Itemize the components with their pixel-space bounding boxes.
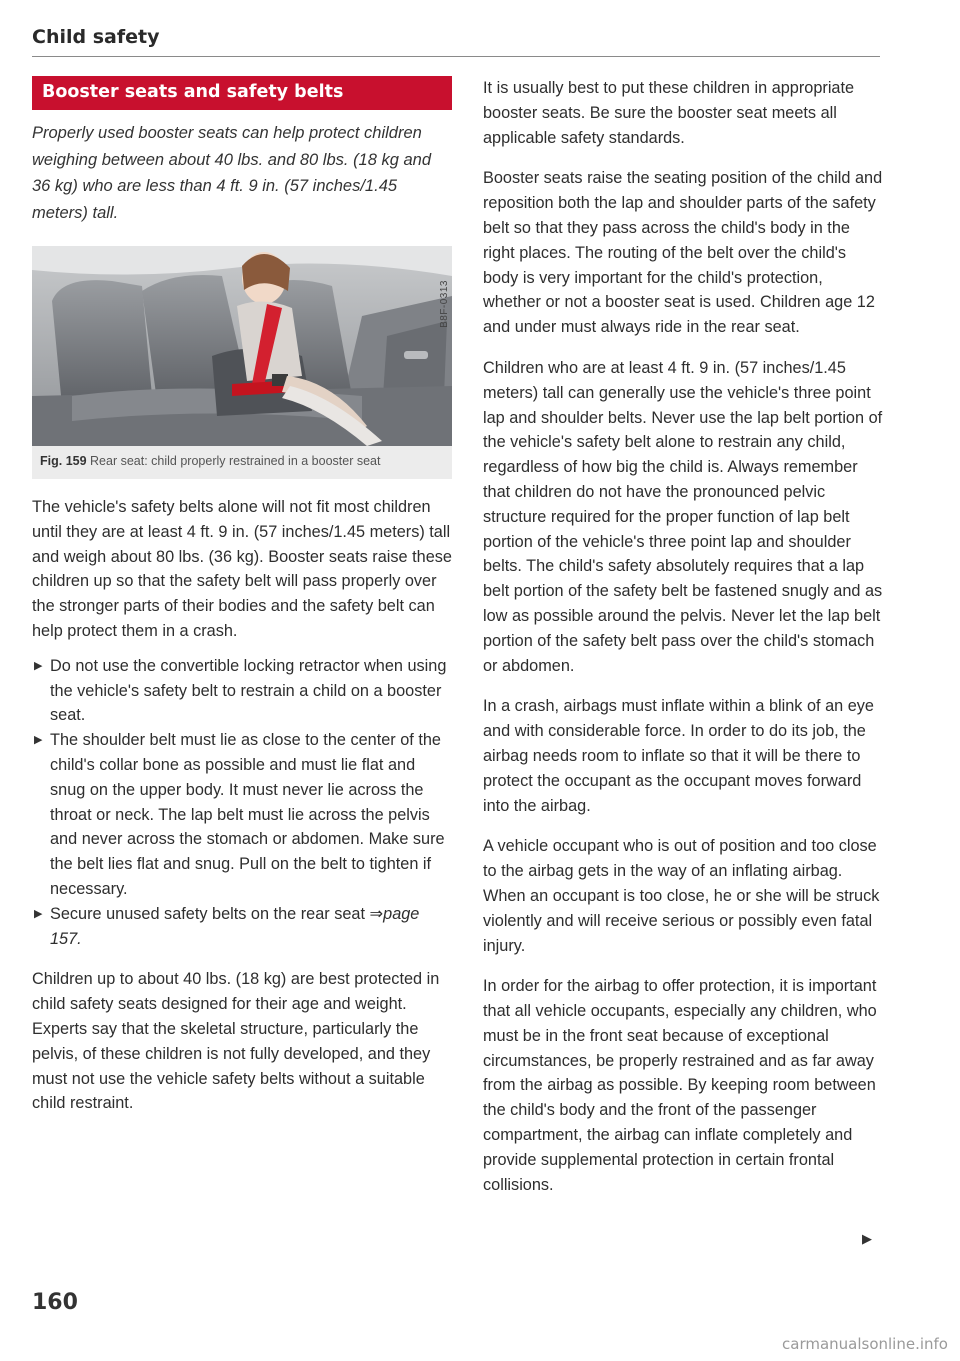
bullet-text: The shoulder belt must lie as close to the center of the child's collar bone as possible and must lie flat and snug on the upper body. It must never lie across the throat or neck. The lap belt must lie across the pelvis and never across the stomach or abdomen. Make sure the belt lies flat and snug. Pull on the belt to tighten if necessary.	[50, 731, 445, 898]
left-paragraph-1: The vehicle's safety belts alone will not fit most children until they are at least 4 ft. 9 in. (57 inches/1.45 meters) tall and weigh about 80 lbs. (36 kg). Booster seats raise these children up so that the safety belt will pass properly over the stronger parts of their bodies and the safety belt can help protect them in a crash.	[32, 498, 452, 640]
list-item	[32, 728, 452, 902]
figure-caption-text: Rear seat: child properly restrained in a booster seat	[90, 454, 381, 468]
running-head-title: Child safety	[32, 26, 160, 48]
continue-arrow-icon: ▶	[862, 1231, 872, 1246]
figure	[32, 246, 452, 479]
right-column	[483, 76, 883, 1197]
right-paragraph-2: Booster seats raise the seating position of the child and reposition both the lap and shoulder parts of the safety belt so that they pass across the child's body in the right places. The routing of the belt over the child's body is very important for the child's protection, whether or not a booster seat is used. Children age 12 and under must always ride in the rear seat.	[483, 169, 883, 337]
bullet-text: Do not use the convertible locking retractor when using the vehicle's safety belt to restrain a child on a booster seat.	[50, 656, 447, 725]
right-paragraph-1: It is usually best to put these children in appropriate booster seats. Be sure the booster seat meets all applicable safety standards.	[483, 79, 855, 147]
bullet-text: Secure unused safety belts on the rear seat	[50, 904, 365, 923]
figure-caption-label: Fig. 159	[40, 454, 87, 468]
section-intro: Properly used booster seats can help protect children weighing between about 40 lbs. and 80 lbs. (18 kg and 36 kg) who are less than 4 ft. 9 in. (57 inches/1.45 meters) tall.	[32, 124, 432, 222]
right-paragraph-6: In order for the airbag to offer protection, it is important that all vehicle occupants, especially any children, who must be in the front seat because of exceptional circumstances, be properly restrained and as far away from the airbag as possible. By keeping room between the child's body and the front of the passenger compartment, the airbag can inflate completely and provide supplemental protection in certain frontal collisions.	[483, 977, 877, 1194]
left-column	[32, 76, 452, 1116]
left-paragraph-2: Children up to about 40 lbs. (18 kg) are best protected in child safety seats designed for their age and weight. Experts say that the skeletal structure, particularly the pelvis, of these children is not fully developed, and they must not use the vehicle safety belts without a suitable child restraint.	[32, 970, 440, 1113]
bullet-triangle-icon: ▶	[34, 734, 43, 747]
figure-caption	[32, 446, 452, 479]
right-paragraph-3: Children who are at least 4 ft. 9 in. (57 inches/1.45 meters) tall can generally use the vehicle's three point lap and shoulder belts. Never use the lap belt portion of the vehicle's safety belt alone to restrain any child, regardless of how big the child is. Always remember that children do not have the pronounced pelvic structure required for the proper function of lap belt portion of the vehicle's three point lap and shoulder belts. The child's safety absolutely requires that a lap belt portion of the safety belt be fastened snugly and as low as possible around the pelvis. Never let the lap belt portion of the safety belt pass over the child's stomach or abdomen.	[483, 358, 883, 675]
right-paragraph-5: A vehicle occupant who is out of position and too close to the airbag gets in the way of an inflating airbag. When an occupant is too close, he or she will be struck violently and will receive serious or possibly even fatal injury.	[483, 837, 880, 955]
watermark: carmanualsonline.info	[782, 1335, 948, 1353]
bullet-list	[32, 654, 452, 952]
bullet-triangle-icon: ▶	[34, 907, 43, 920]
bullet-triangle-icon: ▶	[34, 659, 43, 672]
list-item	[32, 902, 452, 952]
section-heading: Booster seats and safety belts	[32, 76, 452, 110]
header-rule	[32, 56, 880, 57]
booster-seat-illustration	[32, 246, 452, 446]
right-paragraph-4: In a crash, airbags must inflate within a blink of an eye and with considerable force. In order to do its job, the airbag needs room to inflate so that it will be there to protect the occupant as the occupant moves forward into the airbag.	[483, 697, 874, 815]
page-number: 160	[32, 1290, 78, 1315]
list-item	[32, 654, 452, 728]
figure-code: B8F-0313	[439, 280, 450, 328]
page-reference-link[interactable]: ⇒page 157.	[50, 904, 420, 948]
